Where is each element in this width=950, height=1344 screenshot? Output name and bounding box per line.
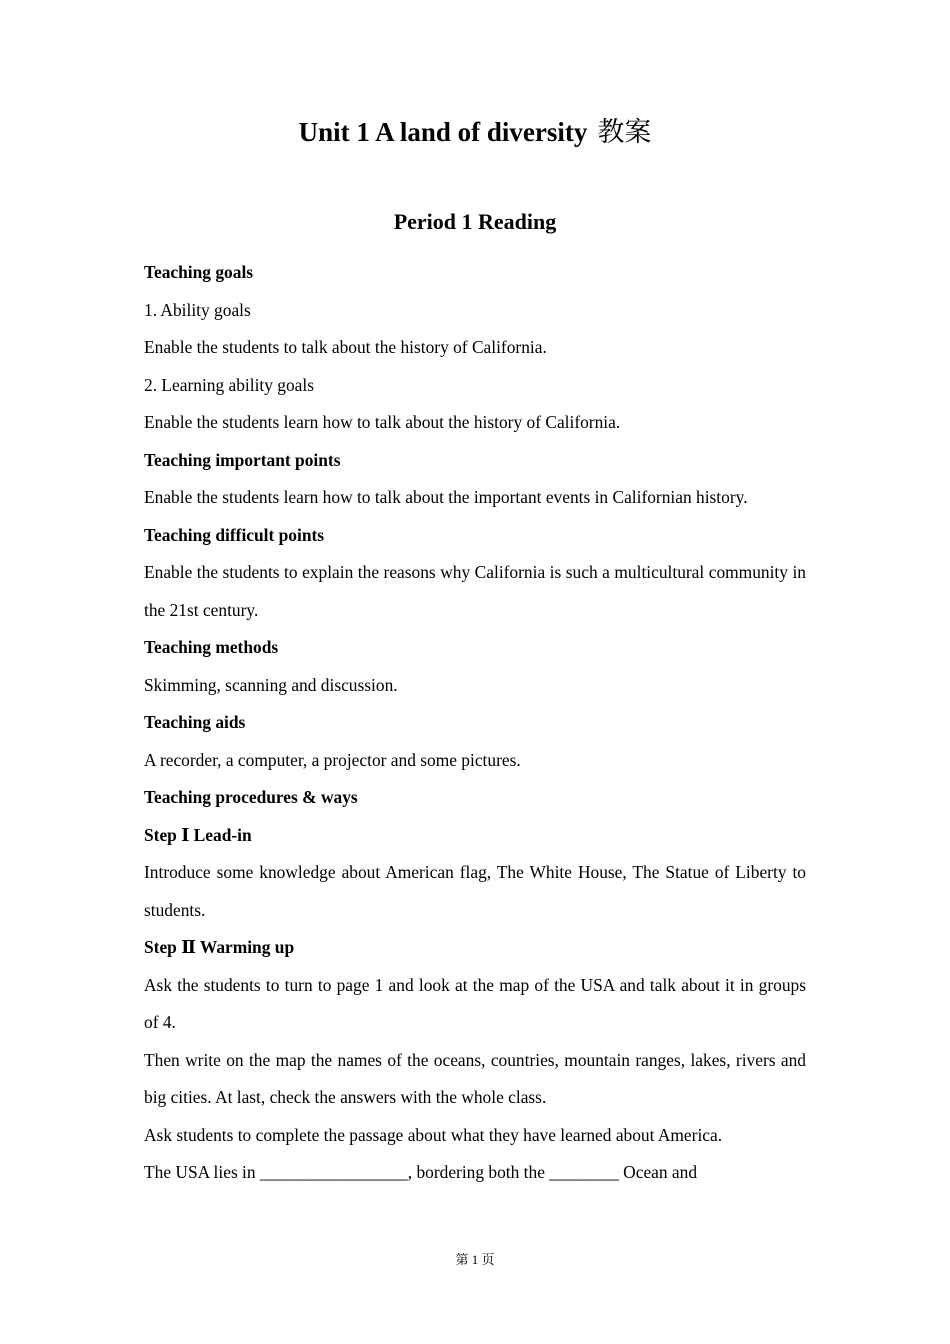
page-number: 第 1 页 xyxy=(455,1252,495,1267)
paragraph: Skimming, scanning and discussion. xyxy=(144,674,398,695)
heading-teaching-procedures: Teaching procedures & ways xyxy=(144,787,358,807)
paragraph: Ask students to complete the passage about what they have learned about America. xyxy=(144,1124,723,1145)
paragraph: Enable the students to explain the reasons why California is such a multicultural community in the 21st century. xyxy=(144,562,806,620)
paragraph: The USA lies in _________________, bordering both the ________ Ocean and xyxy=(144,1162,698,1182)
heading-step-2: Step Ⅱ Warming up xyxy=(144,937,295,957)
paragraph: Enable the students to talk about the history of California. xyxy=(144,337,547,357)
paragraph: 1. Ability goals xyxy=(144,299,251,320)
heading-teaching-goals: Teaching goals xyxy=(144,262,254,282)
heading-important-points: Teaching important points xyxy=(144,449,341,470)
document-body xyxy=(144,254,806,1192)
heading-step-1: Step Ⅰ Lead-in xyxy=(144,824,252,845)
paragraph: A recorder, a computer, a projector and some pictures. xyxy=(144,749,521,770)
heading-teaching-methods: Teaching methods xyxy=(144,637,279,657)
section-title: Period 1 Reading xyxy=(393,209,557,234)
title-chinese: 教案 xyxy=(597,117,652,147)
paragraph: Then write on the map the names of the oceans, countries, mountain ranges, lakes, rivers and big cities. At last, check the answers with the whole class. xyxy=(144,1049,806,1107)
title-english: Unit 1 A land of diversity xyxy=(298,117,588,147)
heading-teaching-aids: Teaching aids xyxy=(144,712,246,732)
page-title xyxy=(0,112,950,152)
paragraph: Enable the students learn how to talk about the important events in Californian history. xyxy=(144,487,748,507)
paragraph: Enable the students learn how to talk about the history of California. xyxy=(144,412,621,432)
paragraph: Introduce some knowledge about American flag, The White House, The Statue of Liberty to students. xyxy=(144,862,806,920)
paragraph: Ask the students to turn to page 1 and look at the map of the USA and talk about it in groups of 4. xyxy=(144,974,806,1032)
paragraph: 2. Learning ability goals xyxy=(144,374,315,395)
heading-difficult-points: Teaching difficult points xyxy=(144,524,325,545)
